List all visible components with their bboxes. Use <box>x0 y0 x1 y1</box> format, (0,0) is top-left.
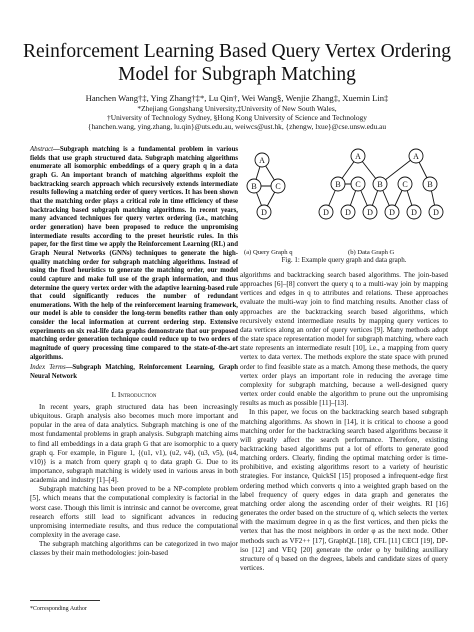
svg-text:C: C <box>275 182 281 191</box>
intro-paragraph-1: In recent years, graph structured data has been increasingly ubiquitous. Graph analysis also becomes much more important and popular in the area of data analytics. Subgraph matching is one of the most fundamental problems in graph analysis. Subgraph matching aims to find all embeddings in a data graph G that are isomorphic to a query graph q. For example, in Figure 1, {(u1, v1), (u2, v4), (u3, v5), (u4, v10)} is a match from query graph q to data graph G. Due to its importance, subgraph matching is widely used in various areas in both academia and industry [1]–[4]. <box>30 402 238 485</box>
right-paragraph-2: In this paper, we focus on the backtracking search based subgraph matching algorithms. As shown in [14], it is critical to choose a good matching order for the backtracking search based algorithms because it will greatly affect the search performance. Therefore, existing backtracking based algorithms put a lot of efforts to generate good matching orders. Clearly, finding the optimal matching order is time-prohibitive, and existing algorithms resort to a variety of heuristic strategies. For instance, QuickSI [15] proposed a infrequent-edge first ordering method which converts q into a weighted graph based on the label frequency of query edges in data graph and generates the matching order along the ascending order of their weights. RI [16] generates the order based on the structure of q, which selects the vertex with the maximum degree in q as the first vertices, and then picks the vertex that has the most neighbors in order φ as the next node. Other methods such as VF2++ [17], GraphQL [18], CFL [11] CECI [19], DP-iso [12] and VEQ [20] generate the order φ by building auxiliary structure of q based on the degrees, labels and candidate sizes of query vertices. <box>240 408 448 572</box>
svg-text:D: D <box>323 208 329 217</box>
author-block <box>0 93 474 132</box>
svg-text:B: B <box>251 182 257 191</box>
svg-text:C: C <box>402 180 408 189</box>
svg-text:D: D <box>389 208 395 217</box>
section-heading-introduction: I. Introduction <box>111 389 157 399</box>
svg-text:D: D <box>367 208 373 217</box>
svg-text:B: B <box>377 180 383 189</box>
index-terms <box>30 364 238 381</box>
affiliation-line-1: *Zhejiang Gongshang University,‡University of New South Wales, <box>137 104 337 113</box>
svg-text:D: D <box>433 208 439 217</box>
svg-text:B: B <box>427 180 433 189</box>
intro-paragraph-2: Subgraph matching has been proved to be a NP-complete problem [5], which means that the computational complexity is factorial in the worst case. Though this limit is intrinsic and cannot be overcome, great research efforts still lead to significant advances in reducing unpromising intermediate results, and thus reduce the computational complexity in the average case. <box>30 485 238 540</box>
author-emails: {hanchen.wang, ying.zhang, lu.qin}@uts.edu.au, weiwcs@ust.hk, {zhengw, lxue}@cse.unsw.edu.au <box>87 122 387 132</box>
author-names: Hanchen Wang†‡, Ying Zhang†‡*, Lu Qin†, Wei Wang§, Wenjie Zhang‡, Xuemin Lin‡ <box>85 93 389 103</box>
intro-paragraph-3: The subgraph matching algorithms can be categorized in two major classes by their main methodologies: join-based <box>30 540 238 558</box>
svg-text:A: A <box>413 152 419 161</box>
figure-1-caption: Fig. 1: Example query graph and data graph. <box>281 256 407 264</box>
index-terms-text: —Subgraph Matching, Reinforcement Learning, Graph Neural Network <box>30 364 238 381</box>
abstract <box>30 146 238 362</box>
footnote-rule <box>30 600 100 601</box>
graph-illustration <box>240 140 448 250</box>
svg-text:D: D <box>261 208 267 217</box>
right-paragraph-1: algorithms and backtracking search based algorithms. The join-based approaches [6]–[8] convert the query q to a multi-way join by mapping vertices and edges in q to attributes and relations. These approaches evaluate the multi-way join to find matching results. Another class of approaches are the backtracking search based algorithms, which recursively extend intermediate results by mapping query vertices to data vertices along an order of query vertices [9]. Many methods adopt the state space representation model for subgraph matching, where each state represents an intermediate result [10], i.e., a mapping from query vertex to data vertex. The methods explore the state space with pruned order to find feasible state as a match. Among these methods, the query vertex order plays an important role in reducing the average time complexity for subgraph matching, because a well-designed query vertex order could enable the algorithm to prune out the unpromising results as much as possible [11]–[13]. <box>240 271 448 408</box>
abstract-text: —Subgraph matching is a fundamental problem in various fields that use graph structured data. Subgraph matching algorithms enumerate all isomorphic embeddings of a query graph q in a data graph G. An important branch of matching algorithms exploit the backtracking search approach which recursively extends intermediate results following a matching order of query vertices. It has been shown that the matching order plays a critical role in time efficiency of these backtracking based subgraph matching algorithms. In recent years, many advanced techniques for query vertex ordering (i.e., matching order generation) have been proposed to reduce the unpromising intermediate results according to the preset heuristic rules. In this paper, for the first time we apply the Reinforcement Learning (RL) and Graph Neural Networks (GNNs) techniques to generate the high-quality matching order for subgraph matching algorithms. Instead of using the fixed heuristics to generate the matching order, our model could capture and make full use of the graph information, and thus determine the query vertex order with the adaptive learning-based rule that could significantly reduces the number of redundant enumerations. With the help of the reinforcement learning framework, our model is able to consider the long-term benefits rather than only consider the local information at current ordering step. Extensive experiments on six real-life data graphs demonstrate that our proposed matching order generation technique could reduce up to two orders of magnitude of query processing time compared to the state-of-the-art algorithms. <box>30 146 238 361</box>
paper-title: Reinforcement Learning Based Query Vertex Ordering Model for Subgraph Matching <box>23 41 451 85</box>
svg-text:A: A <box>259 156 265 165</box>
left-column <box>30 146 238 559</box>
svg-text:D: D <box>345 208 351 217</box>
affiliation-line-2: †University of Technology Sydney, §Hong Kong University of Science and Technology <box>107 113 367 123</box>
figure-1a-label: (a) Query Graph q <box>244 249 293 256</box>
right-column <box>240 271 448 573</box>
svg-text:A: A <box>355 152 361 161</box>
index-terms-label: Index Terms <box>30 364 66 372</box>
svg-text:B: B <box>335 180 341 189</box>
figure-1 <box>240 140 448 290</box>
footnote: *Corresponding Author <box>30 606 87 612</box>
figure-1b-label: (b) Data Graph G <box>348 249 395 256</box>
svg-text:C: C <box>355 180 361 189</box>
abstract-label: Abstract <box>30 146 54 153</box>
svg-text:D: D <box>411 208 417 217</box>
